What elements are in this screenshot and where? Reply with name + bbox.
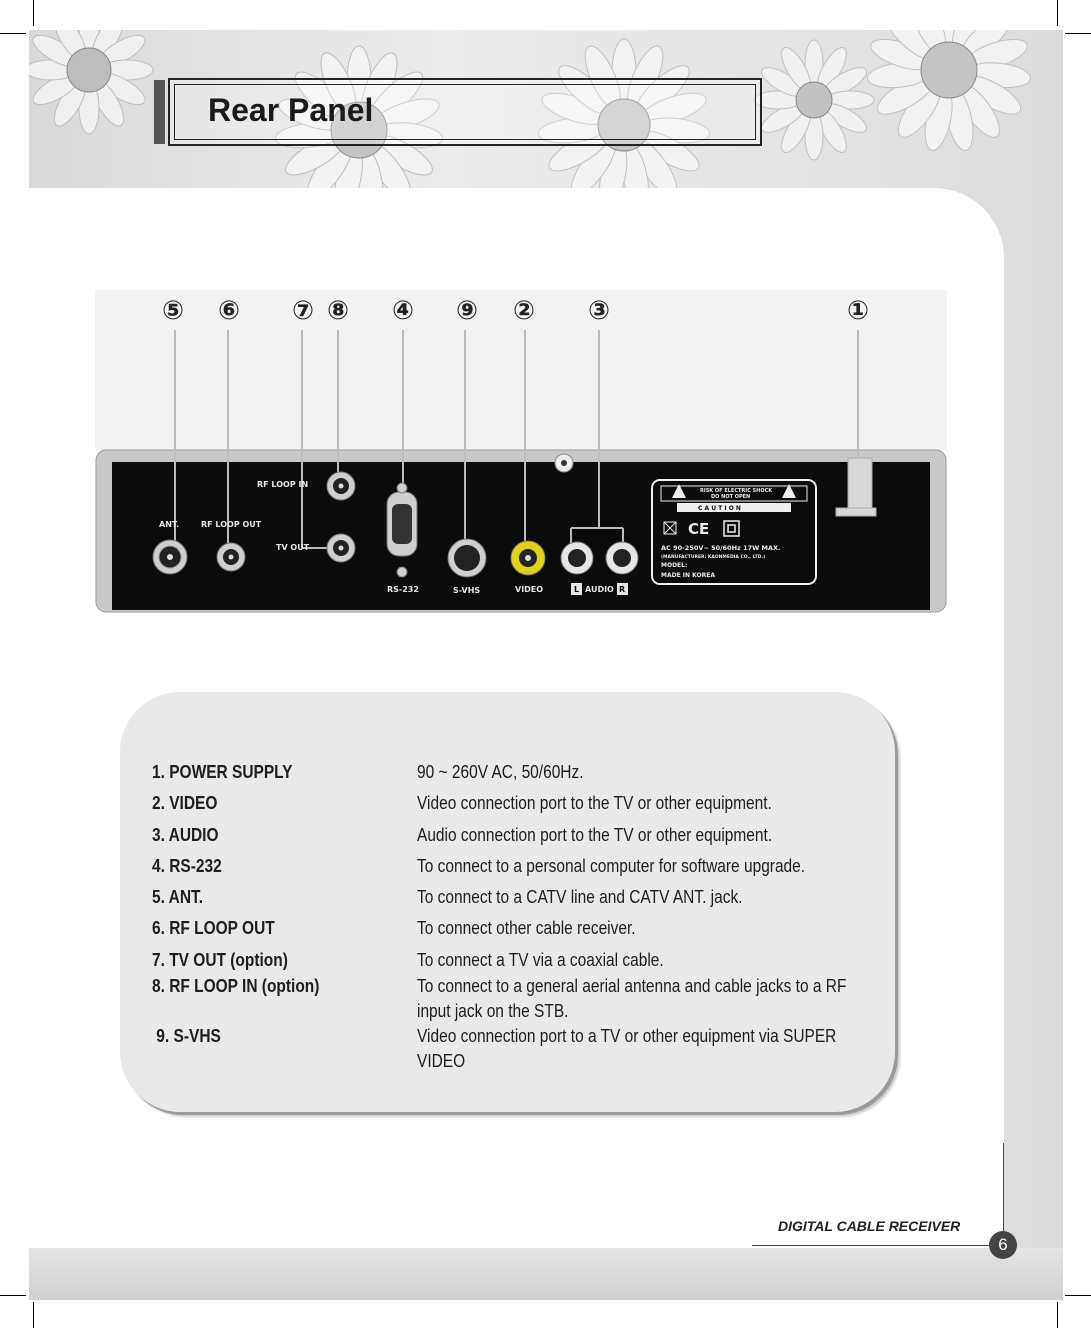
caution-model: MODEL: [661, 562, 688, 569]
desc-label: 1. POWER SUPPLY [152, 762, 293, 782]
page-title: Rear Panel [208, 92, 374, 128]
bottom-strip [29, 1248, 1063, 1300]
crop-mark [1065, 1295, 1091, 1296]
callout-6: ⑥ [217, 296, 241, 326]
crop-mark [33, 0, 34, 26]
audio-l-label: L [574, 585, 580, 594]
desc-value: To connect other cable receiver. [417, 918, 636, 938]
tv-out-label: TV OUT [276, 543, 310, 552]
caution-spec2: (MANUFACTURER: KAONMEDIA CO., LTD.) [661, 555, 766, 560]
crop-mark [1057, 1302, 1058, 1328]
caution-made: MADE IN KOREA [661, 572, 715, 579]
ant-label: ANT. [159, 520, 180, 529]
callout-4: ④ [391, 296, 415, 326]
video-label: VIDEO [515, 585, 544, 594]
desc-label: 9. S-VHS [152, 1026, 221, 1046]
footer-product-name: DIGITAL CABLE RECEIVER [778, 1218, 961, 1234]
desc-value: Audio connection port to the TV or other equipment. [417, 825, 773, 845]
caution-spec1: AC 90-250V~ 50/60Hz 17W MAX. [661, 544, 781, 552]
crop-mark [33, 1302, 34, 1328]
rs232-label: RS-232 [387, 585, 419, 594]
ce-mark: CE [688, 520, 710, 538]
desc-label: 6. RF LOOP OUT [152, 918, 275, 938]
desc-value: 90 ~ 260V AC, 50/60Hz. [417, 762, 584, 782]
caution-line2: DO NOT OPEN [711, 494, 751, 500]
audio-label: AUDIO [585, 585, 614, 594]
desc-label: 2. VIDEO [152, 793, 218, 813]
callout-1: ① [846, 296, 870, 326]
callout-5: ⑤ [161, 296, 185, 326]
audio-r-label: R [619, 585, 626, 594]
crop-mark [1057, 0, 1058, 26]
page-number: 6 [989, 1231, 1017, 1259]
caution-line1: RISK OF ELECTRIC SHOCK [700, 488, 773, 494]
desc-value: Video connection port to a TV or other equipment via SUPER VIDEO [417, 1026, 837, 1071]
desc-value: To connect to a general aerial antenna and cable jacks to a RF input jack on the STB. [417, 976, 847, 1021]
desc-label: 5. ANT. [152, 887, 204, 907]
footer-divider [752, 1245, 990, 1246]
crop-mark [1065, 33, 1091, 34]
rf-loop-out-label: RF LOOP OUT [201, 520, 262, 529]
callout-7: ⑦ [291, 296, 315, 326]
caution-word: C A U T I O N [698, 505, 741, 512]
desc-label: 7. TV OUT (option) [152, 950, 288, 970]
title-accent-bar [154, 80, 165, 144]
desc-label: 3. AUDIO [152, 825, 219, 845]
rear-panel-diagram [95, 290, 947, 613]
callout-8: ⑧ [326, 296, 350, 326]
desc-label: 4. RS-232 [152, 856, 222, 876]
svhs-label: S-VHS [453, 586, 481, 595]
footer-divider-vertical [1003, 1143, 1004, 1243]
desc-value: To connect a TV via a coaxial cable. [417, 950, 664, 970]
callout-2: ② [512, 296, 536, 326]
desc-label: 8. RF LOOP IN (option) [152, 976, 320, 996]
callout-9: ⑨ [455, 296, 479, 326]
desc-value: To connect to a CATV line and CATV ANT. jack. [417, 887, 743, 907]
rf-loop-in-label: RF LOOP IN [257, 480, 309, 489]
crop-mark [0, 33, 26, 34]
crop-mark [0, 1295, 26, 1296]
callout-3: ③ [587, 296, 611, 326]
desc-value: Video connection port to the TV or other equipment. [417, 793, 772, 813]
desc-value: To connect to a personal computer for software upgrade. [417, 856, 806, 876]
